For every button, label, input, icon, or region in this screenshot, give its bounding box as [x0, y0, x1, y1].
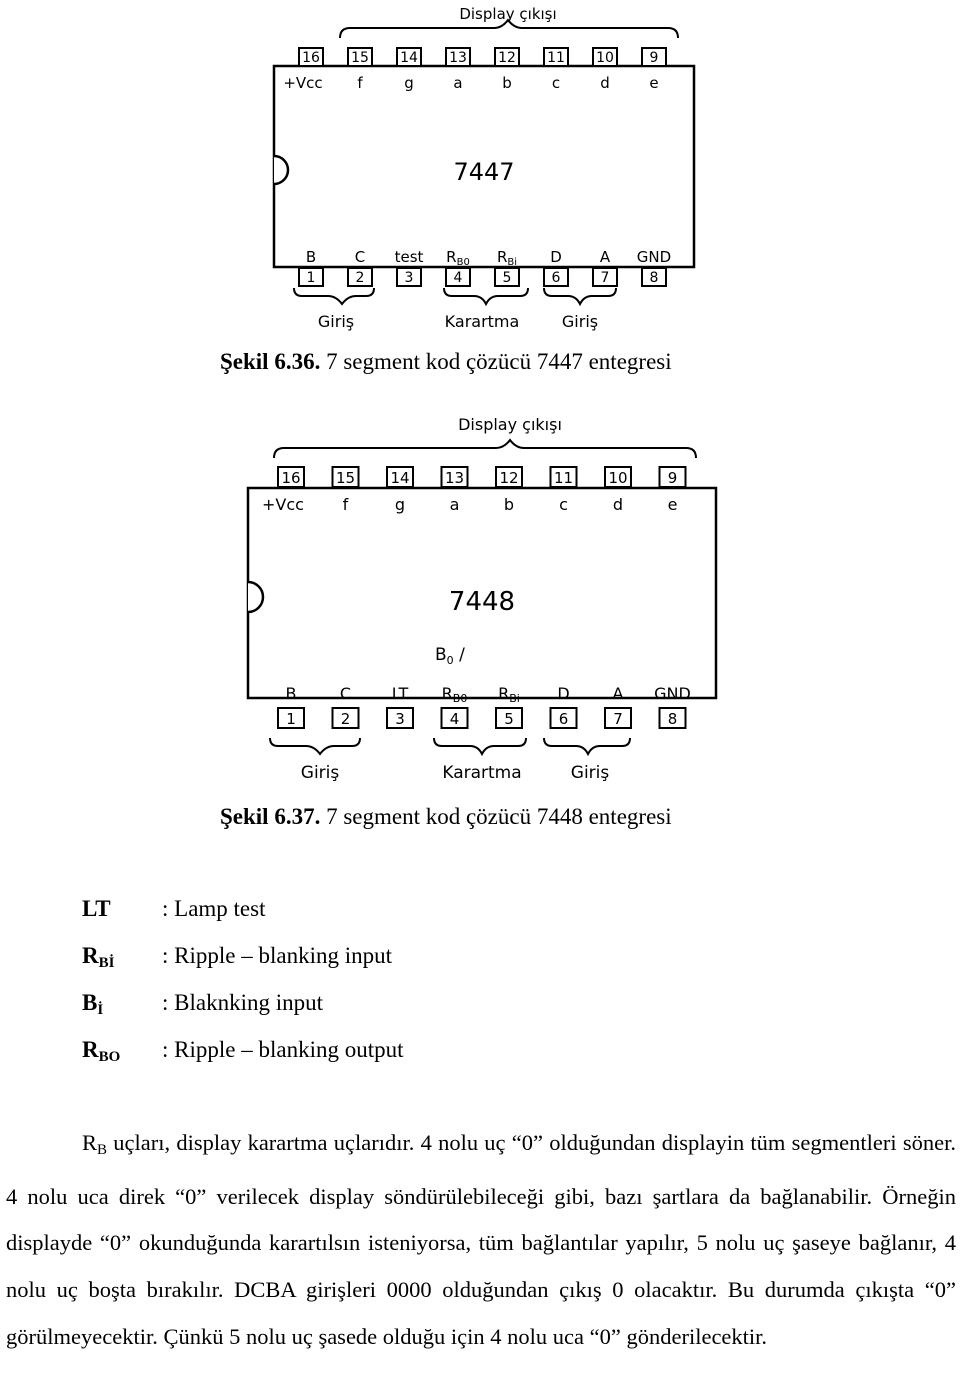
pin-label: B — [305, 248, 317, 266]
pin-label: RB0 — [441, 684, 468, 705]
group-label-input-left: Giriş — [300, 763, 340, 783]
group-label-blanking: Karartma — [444, 312, 520, 331]
pin-label: D — [550, 248, 562, 266]
pin-number: 8 — [667, 710, 678, 728]
figure-7448-diagram — [230, 392, 728, 786]
display-output-brace — [274, 440, 696, 458]
pin-number: 2 — [355, 270, 365, 286]
caption-text: 7 segment kod çözücü 7447 entegresi — [320, 349, 672, 374]
figure-caption-7447 — [220, 349, 672, 375]
pin-number: 13 — [444, 469, 465, 487]
pin-number: 13 — [449, 50, 467, 66]
input-brace-left — [270, 738, 360, 754]
abbreviation-row — [82, 943, 582, 973]
pin-label: b — [502, 74, 512, 92]
pin-number: 11 — [547, 50, 565, 66]
pin-number: 16 — [302, 50, 320, 66]
pin-number: 12 — [499, 469, 519, 487]
pin-label: +Vcc — [262, 495, 304, 514]
pin-number: 7 — [600, 270, 610, 286]
pin-number: 1 — [286, 710, 296, 728]
pin-label: $R_{B0}$ — [446, 248, 470, 268]
display-output-header: Display çıkışı — [458, 415, 562, 434]
paragraph-lead-sub: B — [97, 1142, 108, 1158]
pin-label: g — [394, 495, 406, 514]
input-brace-left — [294, 288, 374, 304]
pin-number: 9 — [649, 50, 659, 66]
pin-number: 9 — [667, 469, 678, 487]
body-paragraph — [6, 1120, 956, 1361]
pin-label: g — [404, 74, 414, 92]
abbreviation: $R_{BO}$ — [82, 1037, 121, 1065]
pin-label: e — [667, 495, 678, 514]
pin-label: c — [551, 74, 561, 92]
input-brace-right — [544, 288, 616, 304]
blanking-input-label: $B_0$ / — [435, 645, 465, 667]
pin-number: 4 — [449, 710, 460, 728]
pin-label: e — [649, 74, 659, 92]
abbreviation-row — [82, 990, 582, 1020]
pin-label: C — [354, 248, 366, 266]
group-label-blanking: Karartma — [442, 763, 522, 783]
pin-number: 14 — [390, 469, 410, 487]
pin-number: 6 — [551, 270, 561, 286]
pin-label: A — [599, 248, 611, 266]
display-output-header: Display çıkışı — [459, 5, 557, 23]
abbreviation: $B_İ$ — [82, 990, 104, 1018]
pin-label: B — [285, 684, 297, 703]
blanking-brace — [444, 288, 528, 304]
pin-number: 8 — [649, 270, 659, 286]
pin-number: 1 — [306, 270, 316, 286]
abbreviation-description: : Ripple – blanking input — [162, 943, 392, 968]
chip-name: 7447 — [453, 158, 515, 186]
pin-number: 11 — [553, 469, 574, 487]
pin-3 — [395, 248, 424, 286]
pin-number: 15 — [335, 469, 356, 487]
pin-number: 3 — [395, 710, 405, 728]
pin-8 — [637, 248, 671, 286]
pin-label: a — [453, 74, 463, 92]
pin-label: a — [449, 495, 460, 514]
pin-8 — [654, 684, 691, 728]
pin-label: f — [342, 495, 349, 514]
chip-name: 7448 — [448, 587, 516, 617]
pin-number: 6 — [558, 710, 569, 728]
pin-label: c — [559, 495, 568, 514]
pin-label: A — [612, 684, 624, 703]
pin-number: 15 — [351, 50, 369, 66]
pin-label: $R_{Bi}$ — [496, 248, 518, 268]
pin-label: C — [339, 684, 352, 703]
pin-label: D — [557, 684, 570, 703]
pin-number: 3 — [404, 270, 414, 286]
pin-number: 10 — [608, 469, 628, 487]
pin-number: 5 — [502, 270, 512, 286]
paragraph-lead: R — [82, 1130, 98, 1155]
figure-number: Şekil 6.37. — [220, 804, 321, 829]
pin-label: d — [600, 74, 610, 92]
pin-label: f — [357, 74, 363, 92]
pin-label: GND — [654, 684, 691, 703]
blanking-brace — [434, 738, 526, 754]
paragraph-text: uçları, display karartma uçlarıdır. 4 nolu uç “0” olduğundan displayin tüm segmentleri söner. 4 nolu uca direk “0” verilecek display söndürülebileceği gibi, bazı şartlara da bağlanabilir. Örneğin displayde “0” okunduğunda karartılsın isteniyorsa, tüm bağlantılar yapılır, 5 nolu uç şaseye bağlanır, 4 nolu uç boşta bırakılır. DCBA girişleri 0000 olduğundan çıkış 0 olacaktır. Bu durumda çıkışta “0” görülmeyecektir. Çünkü 5 nolu uç şasede olduğu için 4 nolu uca “0” gönderilecektir. — [6, 1130, 956, 1349]
pin-number: 2 — [340, 710, 351, 728]
pin-number: 10 — [596, 50, 614, 66]
pin-label: test — [394, 248, 424, 266]
input-brace-right — [544, 738, 630, 754]
display-output-brace — [340, 20, 678, 38]
pin-number: 12 — [498, 50, 516, 66]
abbreviation-row — [82, 896, 582, 926]
group-label-input-right: Giriş — [570, 763, 610, 783]
pin-label: b — [503, 495, 515, 514]
pin-label: +Vcc — [283, 74, 323, 92]
abbreviation-description: : Ripple – blanking output — [162, 1037, 404, 1062]
group-label-input-left: Giriş — [317, 312, 355, 331]
pin-label: LT — [391, 684, 409, 703]
pin-number: 7 — [613, 710, 623, 728]
pin-number: 14 — [400, 50, 418, 66]
abbreviation-row — [82, 1037, 582, 1067]
pin-number: 4 — [453, 270, 463, 286]
abbreviation: LT — [82, 896, 111, 921]
group-label-input-right: Giriş — [561, 312, 599, 331]
figure-caption-7448 — [220, 804, 672, 830]
abbreviation-description: : Lamp test — [162, 896, 266, 921]
pin-number: 16 — [281, 469, 301, 487]
figure-number: Şekil 6.36. — [220, 349, 321, 374]
pin-label: RBi — [498, 684, 520, 705]
caption-text: 7 segment kod çözücü 7448 entegresi — [320, 804, 672, 829]
abbreviation: $R_{Bİ}$ — [82, 943, 115, 971]
figure-7447-diagram — [258, 0, 704, 332]
pin-label: d — [612, 495, 624, 514]
pin-label: GND — [636, 248, 672, 266]
pin-number: 5 — [504, 710, 514, 728]
abbreviation-description: : Blaknking input — [162, 990, 323, 1015]
